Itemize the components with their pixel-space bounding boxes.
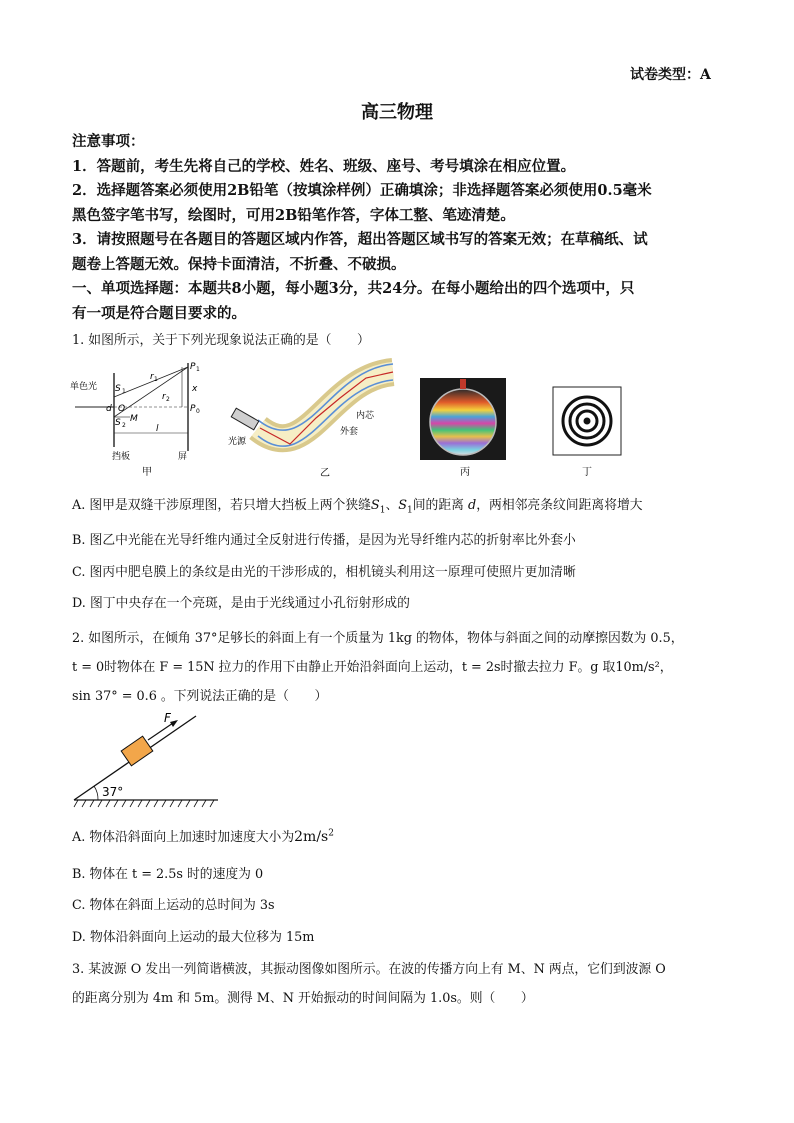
label-p1-sub: 1: [196, 366, 200, 373]
force-arrowhead: [170, 720, 178, 727]
label-x: x: [192, 384, 198, 394]
label-monochromatic-light: 单色光: [70, 382, 98, 392]
instruction-2a: 2．选择题答案必须使用2B铅笔（按填涂样例）正确填涂；非选择题答案必须使用0.5毫米: [72, 182, 652, 199]
page-title: 高三物理: [361, 102, 433, 123]
section-heading-a: 一、单项选择题：本题共8小题，每小题3分，共24分。在每小题给出的四个选项中，只: [72, 280, 635, 297]
force-label: F: [164, 711, 171, 725]
exam-instructions: [72, 130, 724, 326]
label-s2: S: [115, 418, 121, 428]
q2-option-a-text: A. 物体沿斜面向上加速时加速度大小为: [72, 830, 295, 845]
q2-option-b[interactable]: B. 物体在 t = 2.5s 时的速度为 0: [72, 867, 264, 882]
q2-option-a-value: 2m/s: [294, 829, 329, 845]
soap-film-photo: [420, 378, 510, 478]
caption-jia: 甲: [142, 467, 152, 477]
central-bright-spot: [584, 418, 591, 425]
label-s1-sub: 1: [122, 388, 126, 395]
label-p1: P: [190, 362, 196, 372]
instruction-3a: 3．请按照题号在各题目的答题区域内作答，超出答题区域书写的答案无效；在草稿纸、试: [72, 231, 648, 248]
label-r2: r: [162, 392, 166, 402]
q1-option-a-text2: 间的距离: [412, 498, 464, 513]
label-barrier: 挡板: [112, 452, 131, 462]
label-r2-sub: 2: [166, 396, 170, 403]
q1-option-a[interactable]: [72, 494, 643, 516]
block: [121, 736, 153, 766]
label-light-source: 光源: [228, 437, 247, 447]
q2-stem-line2: t = 0时物体在 F = 15N 拉力的作用下由静止开始沿斜面向上运动，t = 2s时撤去拉力 F。g 取10m/s²，: [72, 660, 673, 675]
caption-ding: 丁: [582, 467, 592, 478]
label-core: 内芯: [356, 411, 375, 421]
angle-arc: [94, 786, 98, 800]
label-m: M: [130, 414, 138, 424]
double-slit-diagram: [70, 355, 210, 477]
q2-stem-line3: sin 37° = 0.6 。下列说法正确的是（ ）: [72, 689, 328, 704]
label-cladding: 外套: [340, 427, 359, 437]
angle-label: 37°: [102, 785, 124, 799]
incline-diagram: [72, 708, 222, 812]
label-o: O: [118, 404, 126, 414]
q1-option-a-s2: S: [398, 498, 408, 513]
label-l: l: [156, 424, 159, 434]
label-r1: r: [150, 372, 154, 382]
q1-option-a-text: A. 图甲是双缝干涉原理图，若只增大挡板上两个狭缝: [72, 498, 371, 513]
section-heading-b: 有一项是符合题目要求的。: [72, 304, 246, 322]
instruction-3b: 题卷上答题无效。保持卡面清洁，不折叠、不破损。: [72, 255, 406, 273]
q1-option-a-s2-sub: 1: [407, 505, 413, 516]
instruction-2b: 黑色签字笔书写，绘图时，可用2B铅笔作答，字体工整、笔迹清楚。: [72, 206, 515, 224]
caption-yi: 乙: [320, 468, 330, 478]
paper-type-label: 试卷类型：A: [630, 67, 711, 83]
q3-stem-line2: 的距离分别为 4m 和 5m。测得 M、N 开始振动的时间间隔为 1.0s。则（ ）: [72, 991, 534, 1006]
q1-option-a-s1-sub: 1: [379, 505, 386, 516]
q1-option-c[interactable]: C. 图丙中肥皂膜上的条纹是由光的干涉形成的，相机镜头利用这一原理可使照片更加清晰: [72, 565, 576, 580]
q2-option-a-exp: 2: [328, 828, 334, 839]
q2-stem: [72, 624, 732, 711]
q2-option-d[interactable]: D. 物体沿斜面向上运动的最大位移为 15m: [72, 930, 315, 945]
q2-option-a[interactable]: [72, 826, 334, 845]
label-s1: S: [115, 384, 121, 394]
diffraction-pattern: [552, 386, 624, 478]
q1-option-d[interactable]: D. 图丁中央存在一个亮斑，是由于光线通过小孔衍射形成的: [72, 596, 410, 611]
q3-stem-line1: 3. 某波源 O 发出一列简谐横波，其振动图像如图所示。在波的传播方向上有 M、N 两点，它们到波源 O: [72, 962, 666, 977]
label-p0: P: [190, 404, 196, 414]
instruction-1: 1．答题前，考生先将自己的学校、姓名、班级、座号、考号填涂在相应位置。: [72, 157, 576, 175]
q1-option-a-text3: ，两相邻亮条纹间距离将增大: [476, 498, 643, 513]
q2-option-c[interactable]: C. 物体在斜面上运动的总时间为 3s: [72, 898, 275, 913]
q3-stem: [72, 955, 732, 1013]
label-r1-sub: 1: [154, 376, 158, 383]
q1-option-b[interactable]: B. 图乙中光能在光导纤维内通过全反射进行传播，是因为光导纤维内芯的折射率比外套小: [72, 533, 576, 548]
q1-option-a-sep: 、: [385, 498, 399, 513]
q1-stem: 1. 如图所示，关于下列光现象说法正确的是（ ）: [72, 333, 370, 348]
label-screen: 屏: [178, 452, 188, 462]
optical-fiber-diagram: [228, 358, 398, 478]
q1-option-a-s1: S: [370, 498, 380, 513]
light-source-box: [231, 408, 259, 430]
caption-bing: 丙: [460, 467, 470, 478]
ground-hatch: [74, 800, 214, 807]
label-s2-sub: 2: [122, 422, 126, 429]
label-d: d: [106, 404, 112, 414]
instructions-heading: 注意事项：: [72, 133, 145, 150]
soap-film-ring: [430, 389, 496, 455]
q1-option-a-d: d: [468, 498, 477, 513]
q2-stem-line1: 2. 如图所示，在倾角 37°足够长的斜面上有一个质量为 1kg 的物体，物体与斜面之间的动摩擦因数为 0.5，: [72, 631, 684, 646]
label-p0-sub: 0: [196, 408, 200, 415]
